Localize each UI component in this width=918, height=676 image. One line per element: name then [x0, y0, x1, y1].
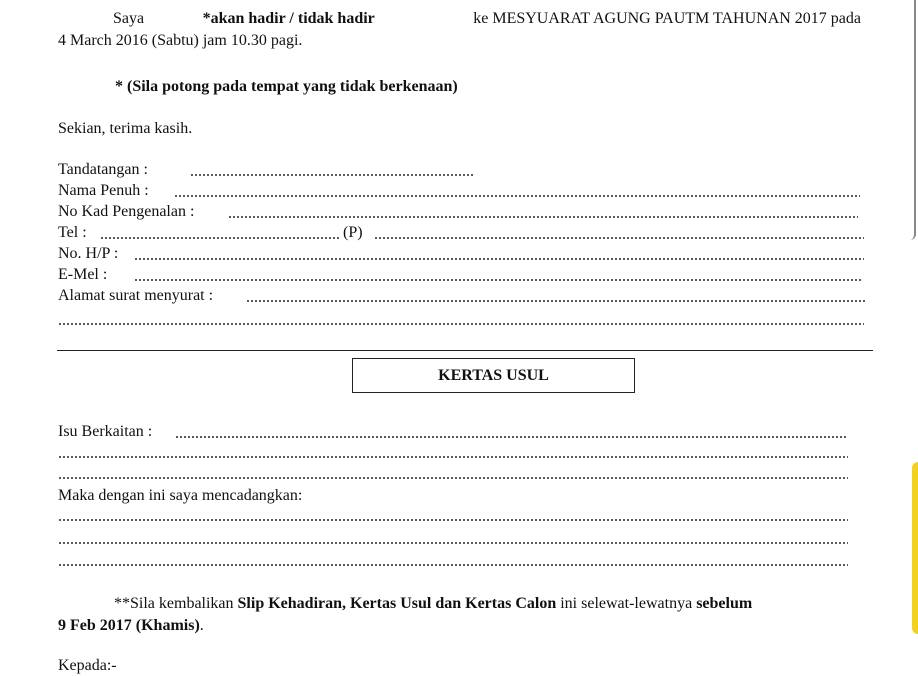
scan-edge: [910, 0, 916, 240]
return-note-line-1: [114, 594, 752, 614]
attendance-choice: *akan hadir / tidak hadir: [202, 10, 375, 27]
issue-line-1[interactable]: [175, 436, 848, 438]
tel-p-label: (P): [343, 224, 363, 241]
section-title: KERTAS USUL: [438, 366, 549, 384]
propose-line-3[interactable]: [58, 564, 848, 566]
intro-line-2: 4 March 2016 (Sabtu) jam 10.30 pagi.: [58, 32, 303, 49]
ic-number-label: No Kad Pengenalan :: [58, 203, 195, 220]
intro-meeting: ke MESYUARAT AGUNG PAUTM TAHUNAN 2017 pada: [473, 10, 861, 27]
return-deadline: 9 Feb 2017 (Khamis): [58, 617, 200, 634]
yellow-edge-mark: [912, 462, 918, 634]
return-end: .: [199, 617, 204, 634]
to-label: Kepada:-: [58, 657, 117, 674]
email-line[interactable]: [134, 279, 862, 281]
return-items: Slip Kehadiran, Kertas Usul dan Kertas Calon: [237, 595, 557, 612]
hp-label: No. H/P :: [58, 245, 119, 262]
issue-label: Isu Berkaitan :: [58, 423, 153, 440]
closing-text: Sekian, terima kasih.: [58, 120, 193, 137]
intro-saya: Saya: [113, 10, 145, 27]
section-title-box: [352, 358, 635, 393]
tel-line[interactable]: [100, 237, 340, 239]
intro-line-1: [113, 9, 861, 29]
section-divider: [57, 350, 873, 351]
return-note-line-2: [58, 616, 204, 636]
return-before: sebelum: [696, 595, 753, 612]
address-line-2[interactable]: [58, 323, 864, 325]
full-name-label: Nama Penuh :: [58, 182, 149, 199]
propose-line-2[interactable]: [58, 542, 848, 544]
issue-line-3[interactable]: [58, 477, 848, 479]
tel-p-line[interactable]: [374, 237, 864, 239]
return-middle: ini selewat-lewatnya: [556, 595, 697, 612]
ic-number-line[interactable]: [228, 216, 858, 218]
email-label: E-Mel :: [58, 266, 108, 283]
strike-note: * (Sila potong pada tempat yang tidak berkenaan): [115, 78, 458, 95]
signature-label: Tandatangan :: [58, 161, 148, 178]
tel-label: Tel :: [58, 224, 87, 241]
signature-line[interactable]: [190, 174, 474, 176]
address-line-1[interactable]: [246, 300, 866, 302]
address-label: Alamat surat menyurat :: [58, 287, 214, 304]
propose-label: Maka dengan ini saya mencadangkan:: [58, 487, 303, 504]
return-prefix: **Sila kembalikan: [114, 595, 238, 612]
propose-line-1[interactable]: [58, 519, 848, 521]
issue-line-2[interactable]: [58, 456, 848, 458]
hp-line[interactable]: [134, 258, 864, 260]
full-name-line[interactable]: [174, 195, 860, 197]
